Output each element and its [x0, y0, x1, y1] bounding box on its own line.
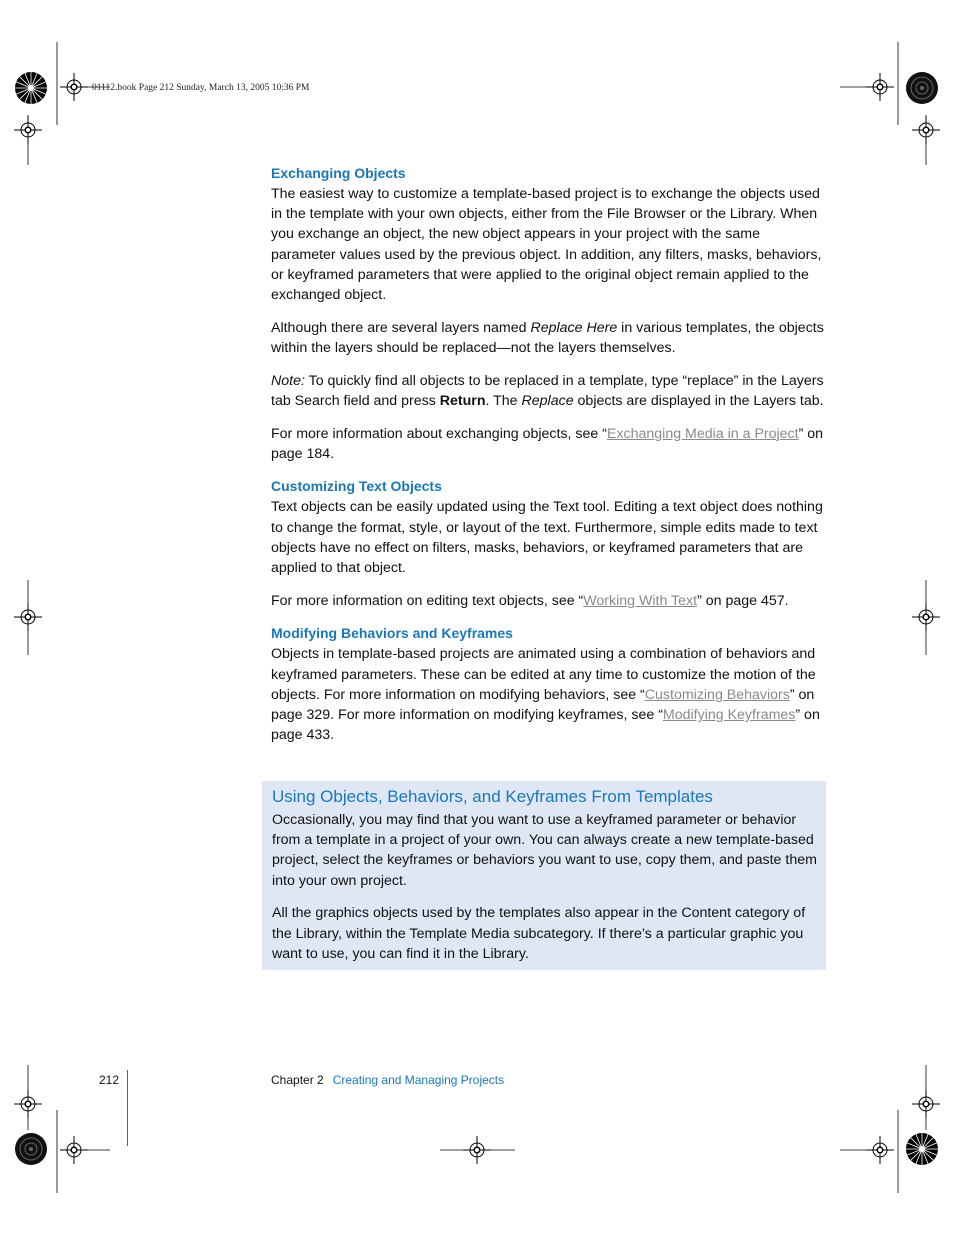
paragraph: Objects in template-based projects are animated using a combination of behaviors and keyframed parameters. These can be edited at any time to customize the motion of the objects. For more information on modifying behaviors, see “Customizing Behaviors” on page 329. For more information on modifying keyframes, see “Modifying Keyframes” on page 433.	[271, 646, 820, 744]
chapter-label: Chapter 2	[271, 1073, 324, 1087]
link-customizing-behaviors[interactable]: Customizing Behaviors	[644, 686, 790, 703]
main-content	[271, 163, 827, 745]
page-number: 212	[99, 1073, 120, 1087]
paragraph: The easiest way to customize a template-based project is to exchange the objects used in the template with your own objects, either from the File Browser or the Library. When you exchange an object, the new object appears in your project with the same parameter values used by the previous object. In addition, any filters, masks, behaviors, or keyframed parameters that were applied to the original object remain applied to the exchanged object.	[271, 186, 822, 304]
callout-paragraph: All the graphics objects used by the templates also appear in the Content category of the Library, within the Template Media subcategory. If there’s a particular graphic you want to use, you can find it in the Library.	[272, 905, 806, 962]
paragraph: For more information on editing text objects, see “Working With Text” on page 457.	[271, 592, 789, 609]
link-exchanging-media[interactable]: Exchanging Media in a Project	[606, 425, 799, 442]
link-working-with-text[interactable]: Working With Text	[583, 592, 698, 609]
footer-chapter	[271, 1073, 504, 1087]
note-label: Note:	[271, 372, 305, 389]
book-header-line: 01112.book Page 212 Sunday, March 13, 2005 10:36 PM	[92, 83, 310, 93]
heading-exchanging-objects: Exchanging Objects	[271, 165, 406, 181]
heading-customizing-text-objects: Customizing Text Objects	[271, 478, 442, 495]
callout-box	[262, 781, 826, 970]
link-modifying-keyframes[interactable]: Modifying Keyframes	[662, 707, 796, 724]
heading-modifying-behaviors: Modifying Behaviors and Keyframes	[271, 625, 513, 642]
callout-paragraph: Occasionally, you may find that you want to use a keyframed parameter or behavior from a template in a project of your own. You can always create a new template-based project, select the keyframes or behaviors you want to use, copy them, and paste them into your own project.	[272, 812, 817, 889]
paragraph: Although there are several layers named Replace Here in various templates, the objects within the layers should be replaced—not the layers themselves.	[271, 319, 824, 356]
callout-heading: Using Objects, Behaviors, and Keyframes From Templates	[272, 787, 713, 806]
footer-divider	[127, 1070, 128, 1146]
note-paragraph: Note: To quickly find all objects to be replaced in a template, type “replace” in the Layers tab Search field and press Return. The Replace objects are displayed in the Layers tab.	[271, 372, 824, 409]
paragraph: Text objects can be easily updated using the Text tool. Editing a text object does nothing to change the format, style, or layout of the text. Furthermore, simple edits made to text objects have no effect on filters, masks, behaviors, or keyframed parameters that are applied to that object.	[271, 499, 823, 577]
paragraph: For more information about exchanging objects, see “Exchanging Media in a Project” on page 184.	[271, 425, 824, 462]
chapter-title: Creating and Managing Projects	[332, 1073, 505, 1087]
